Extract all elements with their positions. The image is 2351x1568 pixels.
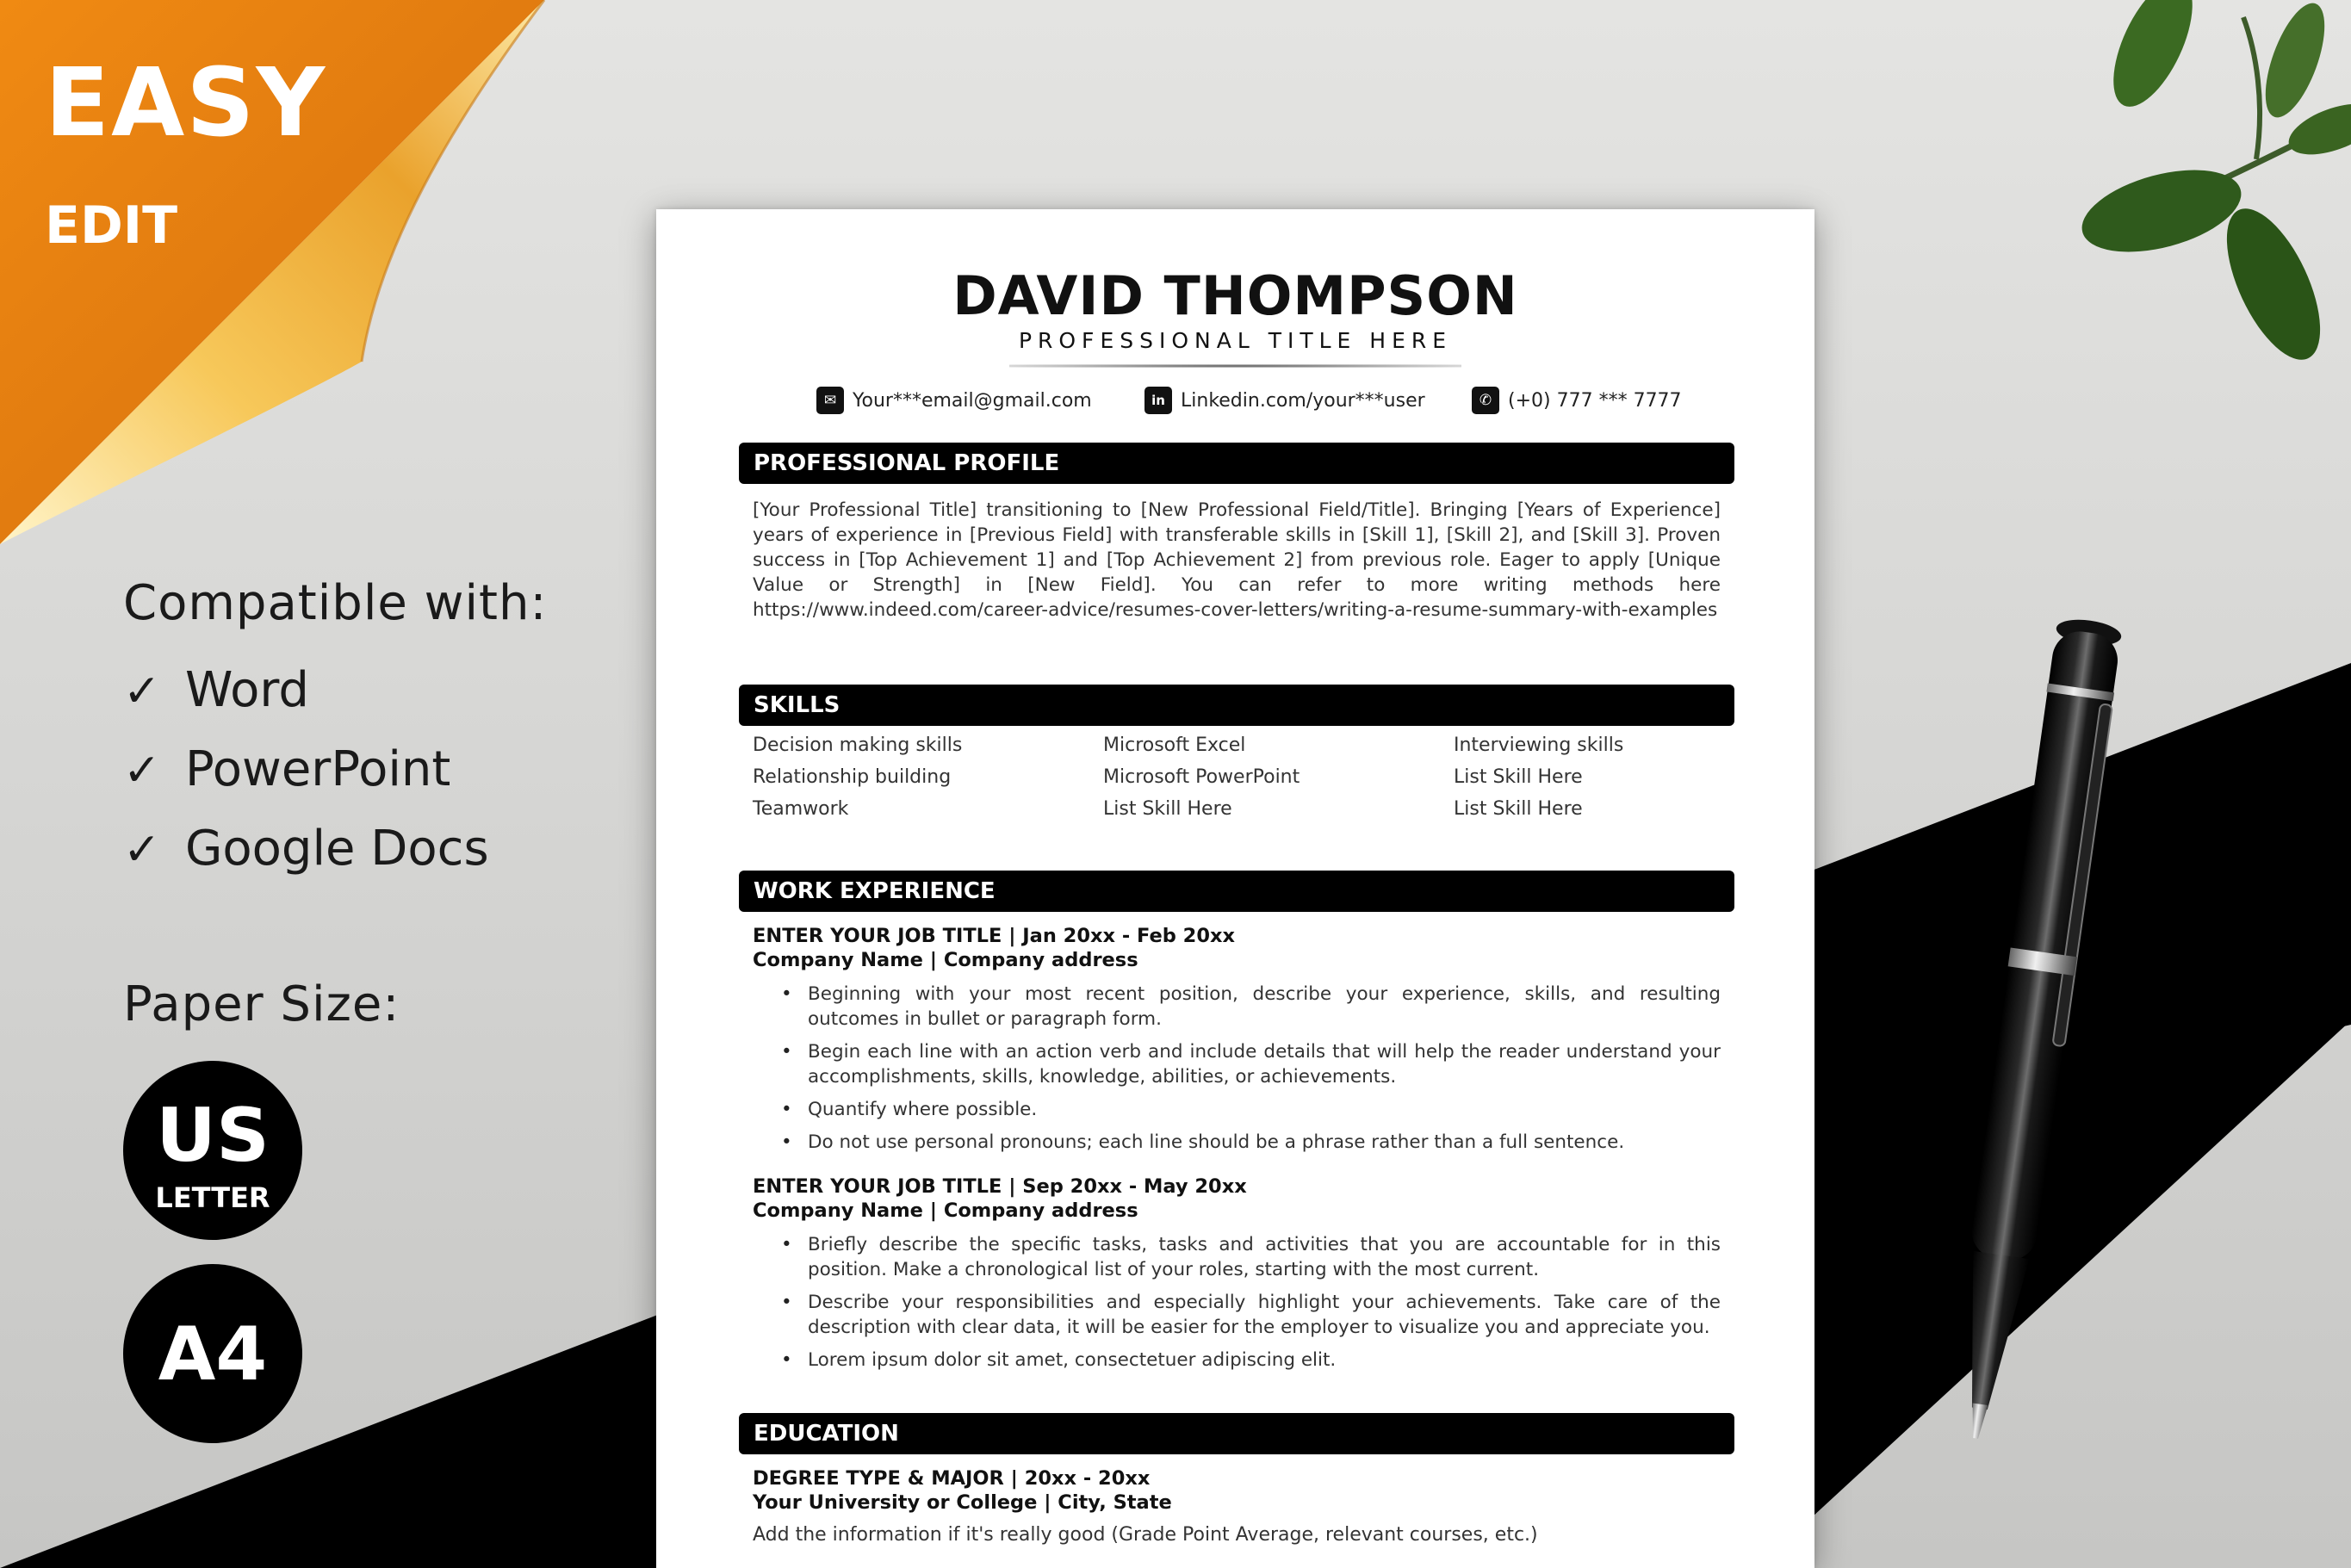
check-icon: ✓ xyxy=(123,824,161,876)
job-title: ENTER YOUR JOB TITLE | Sep 20xx - May 20xx xyxy=(753,1175,1247,1198)
skill-item: Decision making skills xyxy=(753,734,963,756)
compatible-heading: Compatible with: xyxy=(123,575,548,631)
resume-name: DAVID THOMPSON xyxy=(952,264,1518,327)
title-underline xyxy=(1009,364,1461,368)
contact-row xyxy=(656,387,1814,421)
contact-linkedin xyxy=(1144,387,1425,414)
job-company: Company Name | Company address xyxy=(753,949,1138,971)
job-bullets xyxy=(753,982,1721,1162)
skill-item: Interviewing skills xyxy=(1454,734,1624,756)
job-title: ENTER YOUR JOB TITLE | Jan 20xx - Feb 20xx xyxy=(753,925,1236,947)
section-header-skills: SKILLS xyxy=(739,685,1734,726)
compatible-item-label: Word xyxy=(185,662,309,718)
resume-page xyxy=(656,209,1814,1568)
paper-size-code: US xyxy=(156,1093,270,1179)
compatible-item xyxy=(123,730,489,809)
contact-email-text: Your***email@gmail.com xyxy=(853,389,1092,412)
skill-item: List Skill Here xyxy=(1454,798,1583,820)
section-header-work-experience: WORK EXPERIENCE xyxy=(739,871,1734,912)
job-company: Company Name | Company address xyxy=(753,1199,1138,1222)
job-bullet: • Begin each line with an action verb and include details that will help the reader understand your accomplishments, skills, knowledge, abilities, or achievements. xyxy=(753,1039,1721,1089)
education-degree: DEGREE TYPE & MAJOR | 20xx - 20xx xyxy=(753,1467,1151,1490)
paper-size-code: A4 xyxy=(158,1311,268,1398)
job-bullet: • Describe your responsibilities and especially highlight your achievements. Take care of the description with clear data, it will be easier for the employer to visualize you and appreciate you. xyxy=(753,1290,1721,1340)
skill-item: Teamwork xyxy=(753,798,849,820)
paper-size-heading: Paper Size: xyxy=(123,976,400,1032)
email-icon: ✉ xyxy=(816,387,844,414)
compatible-list xyxy=(123,651,489,889)
paper-size-badge-a4 xyxy=(123,1264,302,1443)
job-bullet: • Do not use personal pronouns; each line should be a phrase rather than a full sentence. xyxy=(753,1130,1721,1155)
paper-size-subtitle: LETTER xyxy=(155,1181,270,1214)
skill-item: Microsoft Excel xyxy=(1103,734,1246,756)
profile-text: [Your Professional Title] transitioning to [New Professional Field/Title]. Bringing [Years of Experience] years of experience in [Previous Field] with transferable skills in [Skill 1], [Skill 2], and [Skill 3]. Proven success in [Top Achievement 1] and [Top Achievement 2] from previous role. Eager to apply [Unique Value or Strength] in [New Field]. You can refer to more writing methods here https://www.indeed.com/career-advice/resumes-cover-letters/writing-a-resume-summary-with-examples xyxy=(753,499,1721,621)
leaf-branch xyxy=(2073,0,2351,373)
education-note: Add the information if it's really good (Grade Point Average, relevant courses, etc.) xyxy=(753,1524,1538,1546)
contact-linkedin-text: Linkedin.com/your***user xyxy=(1181,389,1425,412)
contact-phone-text: (+0) 777 *** 7777 xyxy=(1508,389,1682,412)
skill-item: Relationship building xyxy=(753,766,952,788)
job-bullet: • Briefly describe the specific tasks, tasks and activities that you are accountable for in this position. Make a chronological list of your roles, starting with the most current. xyxy=(753,1232,1721,1282)
resume-professional-title: PROFESSIONAL TITLE HERE xyxy=(1018,328,1453,353)
skill-item: List Skill Here xyxy=(1103,798,1232,820)
job-bullet: • Quantify where possible. xyxy=(753,1097,1721,1122)
contact-email xyxy=(816,387,1092,414)
job-bullet: • Lorem ipsum dolor sit amet, consectetuer adipiscing elit. xyxy=(753,1348,1721,1373)
easy-label: EASY xyxy=(45,47,327,158)
phone-icon: ✆ xyxy=(1472,387,1499,414)
contact-phone xyxy=(1472,387,1682,414)
paper-size-badge-us xyxy=(123,1061,302,1240)
compatible-item-label: PowerPoint xyxy=(185,741,451,797)
skill-item: Microsoft PowerPoint xyxy=(1103,766,1300,788)
job-bullets xyxy=(753,1232,1721,1380)
education-school: Your University or College | City, State xyxy=(753,1491,1172,1514)
job-bullet: • Beginning with your most recent position, describe your experience, skills, and resulting outcomes in bullet or paragraph form. xyxy=(753,982,1721,1032)
compatible-item xyxy=(123,651,489,730)
edit-label: EDIT xyxy=(45,195,178,256)
skill-item: List Skill Here xyxy=(1454,766,1583,788)
compatible-item xyxy=(123,809,489,889)
section-header-profile: PROFESSIONAL PROFILE xyxy=(739,443,1734,484)
check-icon: ✓ xyxy=(123,666,161,717)
check-icon: ✓ xyxy=(123,745,161,796)
section-header-education: EDUCATION xyxy=(739,1413,1734,1454)
compatible-item-label: Google Docs xyxy=(185,821,489,877)
linkedin-icon: in xyxy=(1144,387,1172,414)
